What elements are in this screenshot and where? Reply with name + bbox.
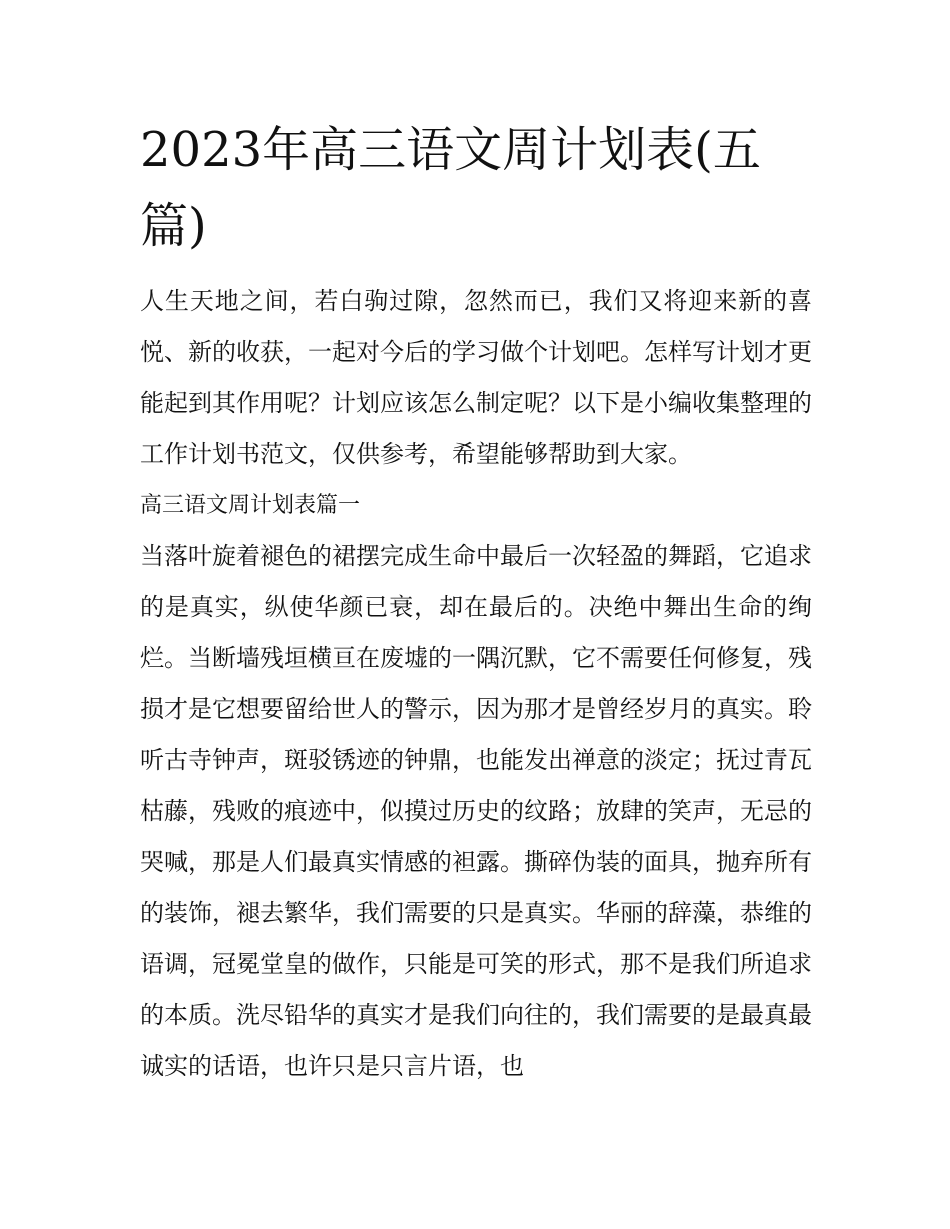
section-body-paragraph: 当落叶旋着褪色的裙摆完成生命中最后一次轻盈的舞蹈，它追求的是真实，纵使华颜已衰，却在最后的。决绝中舞出生命的绚烂。当断墙残垣横亘在废墟的一隅沉默，它不需要任何修复，残损才是它想要留给世人的警示，因为那才是曾经岁月的真实。聆听古寺钟声，斑驳锈迹的钟鼎，也能发出禅意的淡定；抚过青瓦枯藤，残败的痕迹中，似摸过历史的纹路；放肆的笑声，无忌的哭喊，那是人们最真实情感的袒露。撕碎伪装的面具，抛弃所有的装饰，褪去繁华，我们需要的只是真实。华丽的辞藻，恭维的语调，冠冕堂皇的做作，只能是可笑的形式，那不是我们所追求的本质。洗尽铅华的真实才是我们向往的，我们需要的是最真最诚实的话语，也许只是只言片语，也 [140, 542, 812, 1080]
document-title: 2023年高三语文周计划表(五篇) [140, 122, 761, 254]
intro-paragraph: 人生天地之间，若白驹过隙，忽然而已，我们又将迎来新的喜悦、新的收获，一起对今后的学习做个计划吧。怎样写计划才更能起到其作用呢？计划应该怎么制定呢？以下是小编收集整理的工作计划书范文，仅供参考，希望能够帮助到大家。 [140, 287, 812, 468]
section-heading: 高三语文周计划表篇一 [140, 493, 361, 518]
